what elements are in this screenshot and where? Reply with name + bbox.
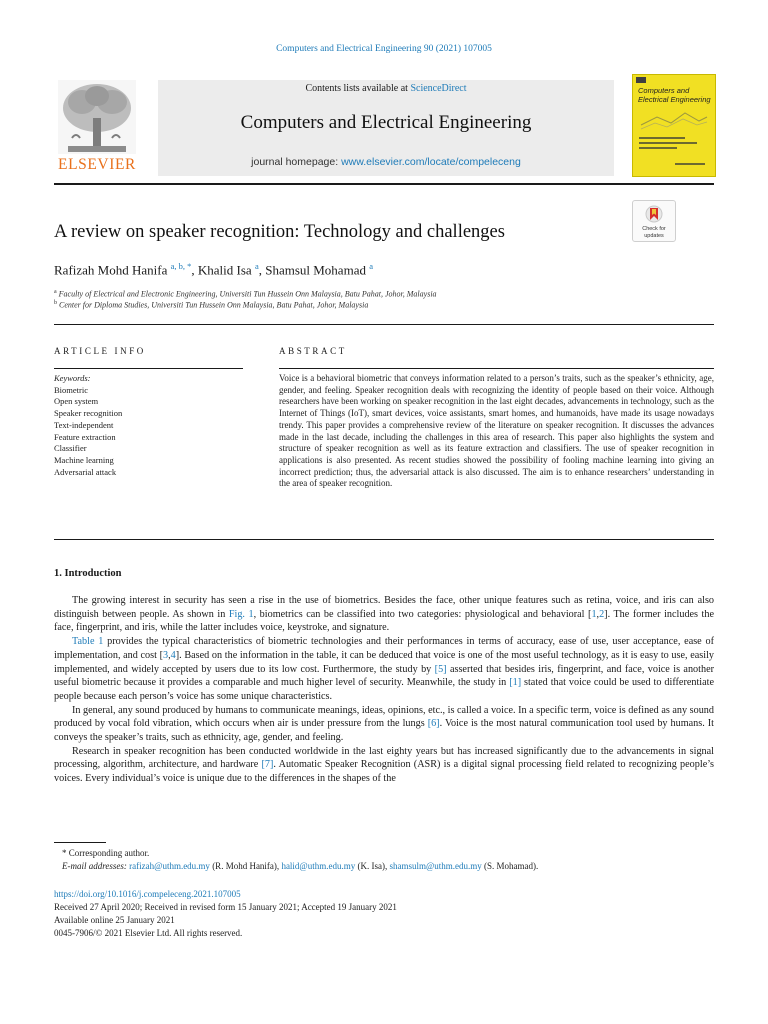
sciencedirect-link[interactable]: ScienceDirect — [410, 83, 467, 94]
elsevier-wordmark: ELSEVIER — [58, 156, 136, 173]
author-affiliation-marker[interactable]: a — [254, 261, 259, 271]
journal-homepage-link[interactable]: www.elsevier.com/locate/compeleceng — [341, 156, 521, 168]
keyword-item: Text-independent — [54, 419, 114, 430]
author-affiliation-marker[interactable]: a, b, * — [170, 261, 192, 271]
abstract-bottom-divider — [54, 539, 714, 540]
paragraph: Research in speaker recognition has been conducted worldwide in the last eighty years but has increased significantly due to the advancements in signal processing, algorithm, architecture, and hardware [7]. Automatic Speaker Recognition (ASR) is a digital signal processing field related to recognizing people’s voices. Every individual’s voice is unique due to the differences in the shapes of the — [54, 745, 715, 785]
received-dates: Received 27 April 2020; Received in revised form 15 January 2021; Accepted 19 January 2021 — [54, 902, 397, 912]
cover-title: Computers and Electrical Engineering — [638, 86, 711, 104]
citation-link[interactable]: 3 — [163, 649, 169, 661]
citation-link[interactable]: [1] — [509, 677, 522, 689]
elsevier-logo — [54, 80, 140, 176]
figure-reference-link[interactable]: Fig. 1 — [228, 608, 254, 620]
author-name[interactable]: Khalid Isa — [197, 262, 252, 278]
check-for-updates-button[interactable] — [632, 200, 676, 242]
cover-circuit-graphic — [637, 109, 711, 131]
elsevier-tree-icon — [58, 80, 136, 154]
journal-banner — [158, 80, 614, 176]
author-name[interactable]: Shamsul Mohamad — [265, 262, 366, 278]
keyword-item: Feature extraction — [54, 431, 116, 442]
abstract-text: Voice is a behavioral biometric that conveys information related to a person’s traits, such as the speaker’s ethnicity, age, gender, and feeling. Speaker recognition deals with recognizing the identity of people based on their voice. Although researchers have been working on speaker recognition in the last eight decades, advancements in technology, such as the Internet of Things (IoT), smart devices, voice assistants, smart homes, and humanoids, have made its usage nowadays trendy. This paper provides a comprehensive review of the literature on speaker recognition. It discusses the advances made in the last decade, including the challenges in this area of research. This paper also highlights the system and structure of speaker recognition as well as its feature extraction and classifiers. The use of speaker recognition in applications is also presented. As recent studies showed the possibility of fooling machine learning into giving an incorrect prediction; thus, the adversarial attack is also discussed. The aim is to enhance researchers’ understanding in the area of speaker recognition. — [279, 373, 714, 489]
keyword-item: Adversarial attack — [54, 466, 117, 477]
keyword-item: Biometric — [54, 384, 88, 395]
author-list: Rafizah Mohd Hanifa $^{a, b, *}$, Khalid Isa $^a$, Shamsul Mohamad $^a$ — [54, 261, 373, 278]
table-reference-link[interactable]: Table 1 — [72, 636, 104, 648]
article-info-heading: ARTICLE INFO — [54, 346, 146, 356]
abstract-heading: ABSTRACT — [279, 346, 347, 356]
paragraph: In general, any sound produced by humans to communicate meanings, ideas, opinions, etc., is called a voice. In a specific term, voice is defined as any sound produced by vocal fold vibration, which occurs when air is under pressure from the lungs [6]. Voice is the most natural communication tool used by humans. It conveys the speaker’s traits, such as ethnicity, age, gender, and feeling. — [54, 704, 714, 744]
journal-homepage: journal homepage: www.elsevier.com/locate/compeleceng — [251, 156, 521, 168]
keyword-item: Machine learning — [54, 454, 114, 465]
author-affiliation-marker[interactable]: a — [369, 261, 373, 271]
author-name[interactable]: Rafizah Mohd Hanifa — [54, 262, 168, 278]
footnote-divider — [54, 842, 106, 843]
section-heading-introduction: 1. Introduction — [54, 568, 122, 579]
article-title: A review on speaker recognition: Technology and challenges — [54, 222, 505, 242]
keyword-list — [54, 373, 122, 478]
journal-title: Computers and Electrical Engineering — [240, 112, 532, 133]
header-divider — [54, 183, 714, 185]
contents-line: Contents lists available at ScienceDirect — [305, 83, 467, 94]
article-info-divider — [54, 368, 243, 369]
keyword-item: Speaker recognition — [54, 408, 123, 419]
corresponding-author-note: * Corresponding author. — [62, 848, 150, 858]
check-for-updates-label: Check for updates — [642, 226, 666, 239]
citation-link[interactable]: [7] — [261, 759, 274, 771]
email-addresses: E-mail addresses: rafizah@uthm.edu.my (R. Mohd Hanifa), halid@uthm.edu.my (K. Isa), shamsulm@uthm.edu.my (S. Mohamad). — [62, 861, 539, 871]
paragraph: The growing interest in security has seen a rise in the use of biometrics. Besides the face, other unique features such as retina, voice, and iris can also distinguish between people. As shown in Fig. 1, biometrics can be classified into two categories: physiological and behavioral [1,2]. The former includes the face, fingerprint, and iris, while the latter includes voice, keystroke, and signature. — [54, 595, 714, 634]
keywords-label: Keywords: — [54, 373, 91, 383]
affiliation: $^b$ Center for Diploma Studies, Universiti Tun Hussein Onn Malaysia, Batu Pahat, Johor, Malaysia — [54, 300, 369, 310]
introduction-body — [54, 594, 714, 786]
available-online-date: Available online 25 January 2021 — [54, 915, 175, 925]
cover-publisher-mark — [636, 77, 646, 83]
bookmark-icon — [645, 205, 663, 225]
keyword-item: Classifier — [54, 443, 87, 454]
citation-link[interactable]: [6] — [427, 718, 440, 730]
citation-link[interactable]: [5] — [434, 663, 447, 675]
keyword-item: Open system — [54, 396, 99, 407]
paragraph: Table 1 provides the typical characteristics of biometric technologies and their performances in terms of accuracy, ease of use, user acceptance, ease of implementation, and cost [3,4]. Based on the information in the table, it can be deduced that voice is one of the most useful technology, as it is easy to use, easily implemented, and widely accepted by users due to its low cost. Furthermore, the study by [5] asserted that besides iris, fingerprint, and face, voice is another useful biometric because it provides a comparable and much higher level of security. Meanwhile, the study in [1] stated that voice could be used to differentiate people because each person’s voice has some unique characteristics. — [54, 636, 714, 702]
journal-citation-link[interactable]: Computers and Electrical Engineering 90 (2021) 107005 — [276, 44, 492, 54]
email-link[interactable]: halid@uthm.edu.my — [281, 861, 356, 871]
citation-link[interactable]: 4 — [170, 649, 176, 661]
footnotes — [54, 847, 538, 873]
email-link[interactable]: shamsulm@uthm.edu.my — [389, 861, 482, 871]
doi-link[interactable]: https://doi.org/10.1016/j.compeleceng.2021.107005 — [54, 889, 241, 899]
citation-link[interactable]: 2 — [599, 608, 605, 620]
article-history — [54, 888, 397, 940]
affiliation: $^a$ Faculty of Electrical and Electronic Engineering, Universiti Tun Hussein Onn Malaysia, Batu Pahat, Johor, Malaysia — [54, 289, 437, 299]
journal-cover-thumbnail[interactable] — [632, 74, 716, 177]
title-block-divider — [54, 324, 714, 325]
email-link[interactable]: rafizah@uthm.edu.my — [129, 861, 210, 871]
copyright-notice: 0045-7906/© 2021 Elsevier Ltd. All rights reserved. — [54, 928, 243, 938]
citation-link[interactable]: 1 — [591, 608, 597, 620]
abstract-divider — [279, 368, 714, 369]
